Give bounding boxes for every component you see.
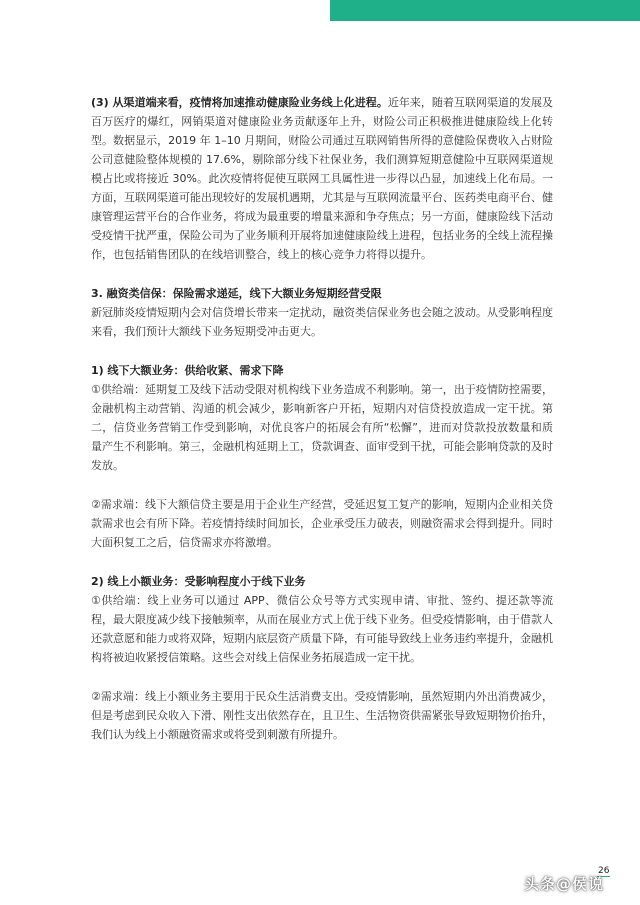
paragraph-online-supply: ①供给端：线上业务可以通过 APP、微信公众号等方式实现申请、审批、签约、提还款等流程，最大限度减少线下接触频率，从而在展业方式上优于线下业务。但受疫情影响，由于借款人还款意愿和能力或将双降，短期内底层资产质量下降，有可能导致线上业务违约率提升，金融机构将被迫收紧授信策略。这些会对线上信保业务拓展造成一定干扰。 (91, 594, 553, 664)
watermark-text: 头条@侯说 (524, 875, 605, 893)
heading-channel: (3) 从渠道端来看，疫情将加速推动健康险业务线上化进程。 (91, 96, 388, 109)
heading-online-business: 2) 线上小额业务：受影响程度小于线下业务 (91, 575, 306, 588)
document-body (91, 93, 553, 744)
paragraph-online-demand: ②需求端：线上小额业务主要用于民众生活消费支出。受疫情影响，虽然短期内外出消费减少，但是考虑到民众收入下滑、刚性支出依然存在，且卫生、生活物资供需紧张导致短期物价抬升，我们认为线上小额融资需求或将受到刺激有所提升。 (91, 690, 553, 741)
paragraph-offline-supply: ①供给端：延期复工及线下活动受限对机构线下业务造成不利影响。第一，出于疫情防控需要，金融机构主动营销、沟通的机会减少，影响新客户开拓，短期内对信贷投放造成一定干扰。第二，信贷业务营销工作受到影响，对优良客户的拓展会有所“松懈”，进而对贷款投放数量和质量产生不利影响。第三，金融机构延期上工，贷款调查、面审受到干扰，可能会影响贷款的及时发放。 (91, 383, 553, 472)
text-channel: 近年来，随着互联网渠道的发展及百万医疗的爆红，网销渠道对健康险业务贡献逐年上升，财险公司正积极推进健康险线上化转型。数据显示，2019 年 1–10 月期间，财险公司通过互联网销售所得的意健险保费收入占财险公司意健险整体规模的 17.6%，剔除部分线下社保业务，我们测算短期意健险中互联网渠道规模占比或将接近 30%。此次疫情将促使互联网工具属性进一步得以凸显，加速线上化布局。一方面，互联网渠道可能出现较好的发展机遇期，尤其是与互联网流量平台、医药类电商平台、健康管理运营平台的合作业务，将成为最重要的增量来源和争夺焦点；另一方面，健康险线下活动受疫情干扰严重，保险公司为了业务顺利开展将加速健康险线上进程，包括业务的全线上流程操作，也包括销售团队的在线培训整合，线上的核心竞争力将得以提升。 (91, 96, 554, 261)
header-accent-bar (330, 0, 640, 21)
paragraph-offline-demand: ②需求端：线下大额信贷主要是用于企业生产经营，受延迟复工复产的影响，短期内企业相关贷款需求也会有所下降。若疫情持续时间加长，企业承受压力破表，则融资需求会得到提升。同时大面积复工之后，信贷需求亦将激增。 (91, 498, 553, 549)
paragraph-channel (91, 93, 553, 264)
paragraph-credit-insurance: 新冠肺炎疫情短期内会对信贷增长带来一定扰动，融资类信保业务也会随之波动。从受影响程度来看，我们预计大额线下业务短期受冲击更大。 (91, 306, 553, 338)
page-number: 26 (598, 866, 610, 876)
heading-offline-business: 1) 线下大额业务：供给收紧、需求下降 (91, 364, 284, 377)
heading-credit-insurance: 3. 融资类信保：保险需求递延，线下大额业务短期经营受限 (91, 287, 382, 300)
